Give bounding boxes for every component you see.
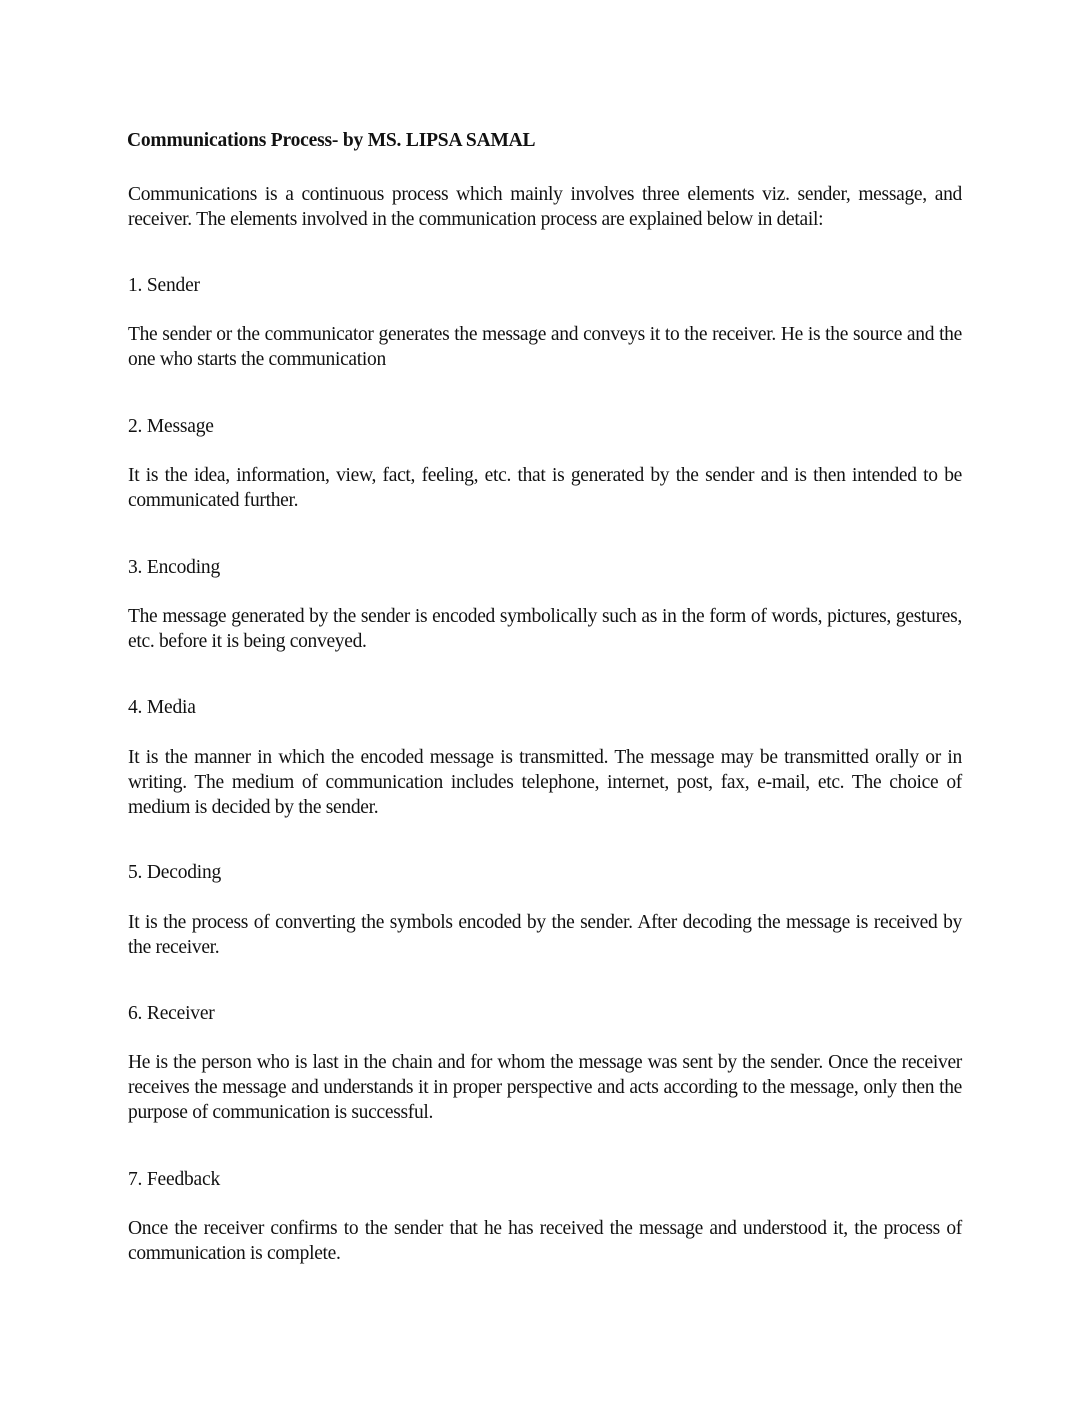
section-body-feedback: Once the receiver confirms to the sender that he has received the message and understood it, the process of communication is complete.	[128, 1218, 962, 1264]
section-body-decoding: It is the process of converting the symbols encoded by the sender. After decoding the message is received by the receiver.	[128, 912, 962, 958]
section-heading-receiver: 6. Receiver	[128, 1003, 215, 1024]
section-heading-decoding: 5. Decoding	[128, 862, 222, 883]
section-body-message: It is the idea, information, view, fact, feeling, etc. that is generated by the sender and is then intended to be communicated further.	[128, 465, 962, 511]
section-heading-sender: 1. Sender	[128, 275, 200, 296]
section-heading-media: 4. Media	[128, 697, 196, 718]
intro-paragraph: Communications is a continuous process which mainly involves three elements viz. sender, message, and receiver. The elements involved in the communication process are explained below in detail:	[128, 184, 962, 230]
section-body-encoding: The message generated by the sender is encoded symbolically such as in the form of words, pictures, gestures, etc. before it is being conveyed.	[128, 606, 962, 652]
section-heading-feedback: 7. Feedback	[128, 1169, 221, 1190]
document-title: Communications Process- by MS. LIPSA SAMAL	[127, 130, 536, 151]
section-body-sender: The sender or the communicator generates the message and conveys it to the receiver. He is the source and the one who starts the communication	[128, 324, 962, 370]
section-heading-message: 2. Message	[128, 416, 214, 437]
section-body-receiver: He is the person who is last in the chain and for whom the message was sent by the sender. Once the receiver receives the message and understands it in proper perspective and acts according to the message, only then the purpose of communication is successful.	[128, 1052, 962, 1123]
section-heading-encoding: 3. Encoding	[128, 557, 221, 578]
section-body-media: It is the manner in which the encoded message is transmitted. The message may be transmitted orally or in writing. The medium of communication includes telephone, internet, post, fax, e-mail, etc. The choice of medium is decided by the sender.	[128, 747, 962, 818]
